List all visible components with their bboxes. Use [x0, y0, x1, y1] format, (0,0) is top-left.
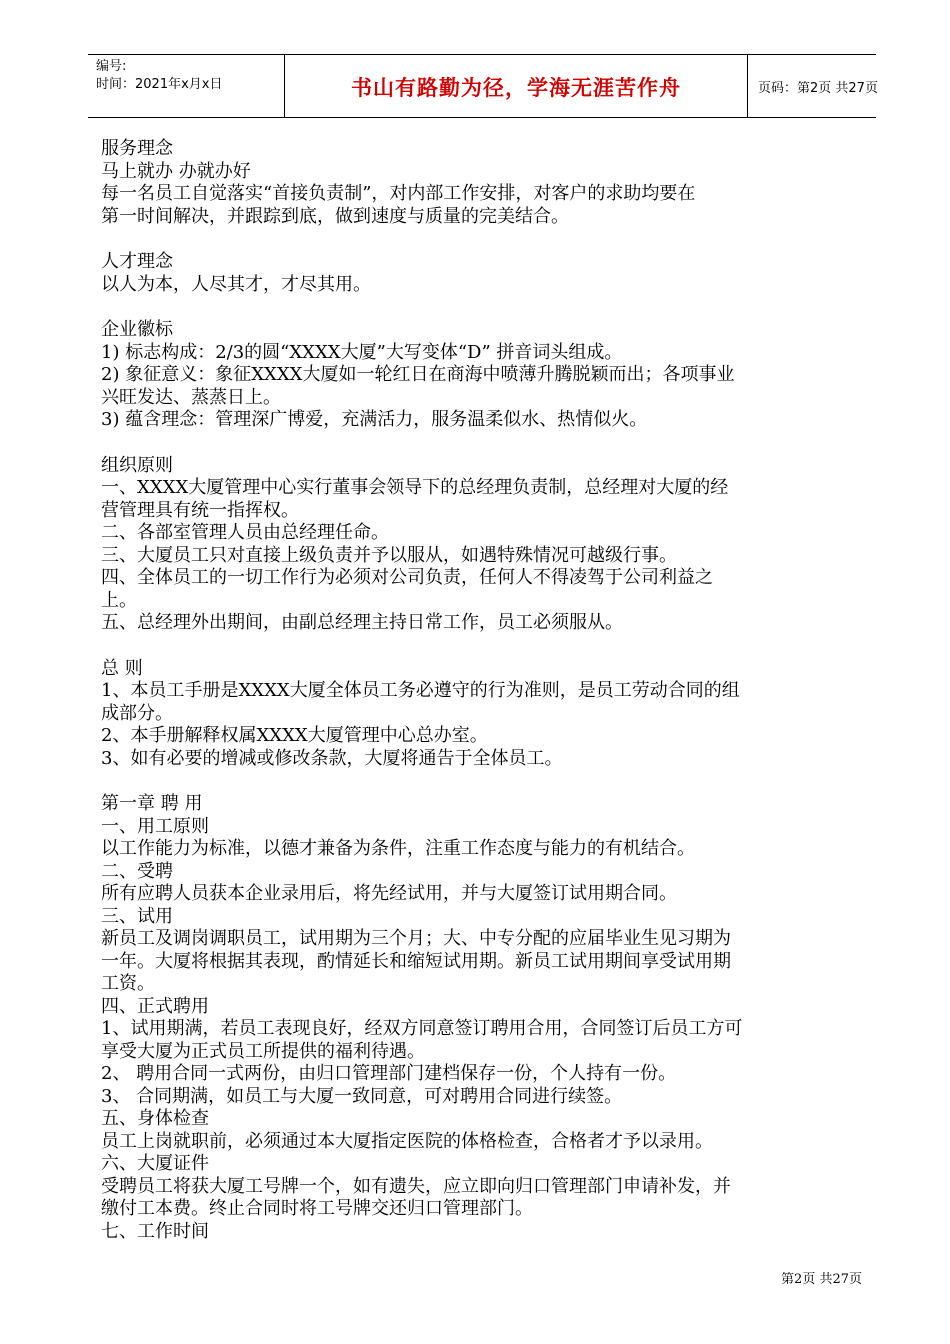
- header-left-cell: [88, 55, 284, 117]
- text-line: 2、 聘用合同一式两份，由归口管理部门建档保存一份，个人持有一份。: [101, 1063, 677, 1084]
- document-body: [101, 138, 871, 1243]
- header-center-cell: [284, 55, 748, 117]
- text-line: 一年。大厦将根据其表现，酌情延长和缩短试用期。新员工试用期间享受试用期: [101, 950, 731, 972]
- text-line: 七、工作时间: [101, 1220, 209, 1242]
- text-line: 1、本员工手册是XXXX大厦全体员工务必遵守的行为准则，是员工劳动合同的组: [101, 680, 740, 701]
- text-line: 马上就办 办就办好: [101, 160, 251, 182]
- text-line: 缴付工本费。终止合同时将工号牌交还归口管理部门。: [101, 1198, 533, 1219]
- text-line: 2、本手册解释权属XXXX大厦管理中心总办室。: [101, 725, 488, 746]
- text-line: 二、受聘: [101, 860, 173, 882]
- text-line: 2) 象征意义：象征XXXX大厦如一轮红日在商海中喷薄升腾脱颖而出；各项事业: [101, 364, 735, 385]
- text-line: 工资。: [101, 973, 155, 994]
- text-line: 以工作能力为标准，以德才兼备为条件，注重工作态度与能力的有机结合。: [101, 838, 695, 859]
- text-line: 每一名员工自觉落实“首接负责制”，对内部工作安排，对客户的求助均要在: [101, 183, 696, 204]
- text-line: 第一章 聘 用: [101, 793, 203, 814]
- text-line: 一、用工原则: [101, 815, 209, 837]
- text-line: 三、大厦员工只对直接上级负责并予以服从，如遇特殊情况可越级行事。: [101, 544, 677, 566]
- text-line: 3、如有必要的增减或修改条款，大厦将通告于全体员工。: [101, 747, 563, 769]
- time-label: 时间：2021年x月x日: [96, 77, 223, 92]
- paragraph-gap: [101, 770, 871, 793]
- text-line: 五、总经理外出期间，由副总经理主持日常工作，员工必须服从。: [101, 612, 623, 633]
- paragraph-gap: [101, 228, 871, 251]
- paragraph-gap: [101, 296, 871, 319]
- text-line: 享受大厦为正式员工所提供的福利待遇。: [101, 1040, 425, 1062]
- text-line: 第一时间解决，并跟踪到底，做到速度与质量的完美结合。: [101, 205, 569, 227]
- text-line: 六、大厦证件: [101, 1153, 209, 1174]
- page-footer: 第2页 共27页: [781, 1272, 862, 1287]
- text-line: 三、试用: [101, 905, 173, 927]
- text-line: 3、 合同期满，如员工与大厦一致同意，可对聘用合同进行续签。: [101, 1085, 623, 1107]
- text-line: 1、试用期满，若员工表现良好，经双方同意签订聘用合用，合同签订后员工方可: [101, 1018, 743, 1039]
- text-line: 组织原则: [101, 454, 173, 476]
- text-line: 一、XXXX大厦管理中心实行董事会领导下的总经理负责制，总经理对大厦的经: [101, 477, 729, 498]
- paragraph-gap: [101, 432, 871, 455]
- text-line: 服务理念: [101, 138, 173, 159]
- text-line: 3) 蕴含理念：管理深广博爱，充满活力，服务温柔似水、热情似火。: [101, 409, 648, 430]
- text-line: 人才理念: [101, 251, 173, 272]
- text-line: 四、正式聘用: [101, 995, 209, 1017]
- header-right-cell: [748, 55, 876, 117]
- text-line: 营管理具有统一指挥权。: [101, 499, 299, 521]
- text-line: 1) 标志构成：2/3的圆“XXXX大厦”大写变体“D” 拼音词头组成。: [101, 341, 623, 363]
- text-line: 总 则: [101, 657, 143, 679]
- text-line: 企业徽标: [101, 319, 173, 340]
- header-motto: 书山有路勤为径，学海无涯苦作舟: [351, 76, 681, 100]
- number-label: 编号:: [96, 59, 127, 74]
- text-line: 五、身体检查: [101, 1108, 209, 1129]
- page-header: [88, 54, 876, 118]
- text-line: 四、全体员工的一切工作行为必须对公司负责，任何人不得凌驾于公司利益之: [101, 567, 713, 588]
- text-line: 员工上岗就职前，必须通过本大厦指定医院的体格检查，合格者才予以录用。: [101, 1130, 713, 1152]
- text-line: 受聘员工将获大厦工号牌一个，如有遗失，应立即向归口管理部门申请补发，并: [101, 1175, 731, 1197]
- header-page-info: 页码：第2页 共27页: [758, 81, 878, 96]
- text-line: 以人为本，人尽其才，才尽其用。: [101, 273, 371, 295]
- text-line: 成部分。: [101, 702, 173, 724]
- text-line: 上。: [101, 589, 137, 611]
- text-line: 二、各部室管理人员由总经理任命。: [101, 522, 389, 543]
- text-line: 兴旺发达、蒸蒸日上。: [101, 386, 281, 408]
- text-line: 所有应聘人员获本企业录用后，将先经试用，并与大厦签订试用期合同。: [101, 883, 677, 904]
- paragraph-gap: [101, 635, 871, 658]
- text-line: 新员工及调岗调职员工，试用期为三个月；大、中专分配的应届毕业生见习期为: [101, 928, 731, 949]
